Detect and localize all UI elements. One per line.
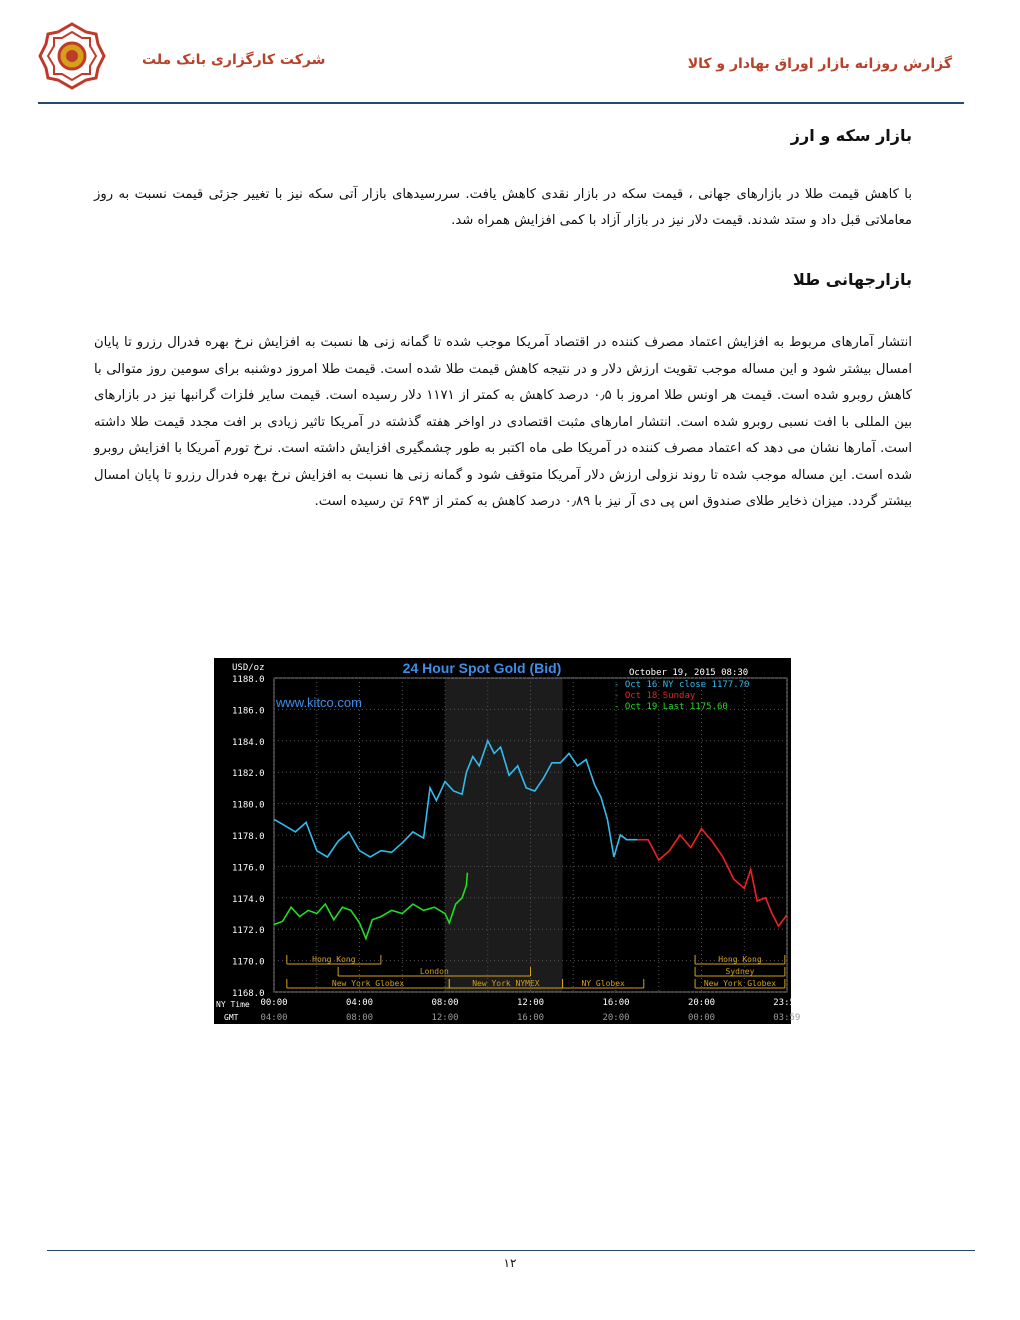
bank-mellat-logo-icon xyxy=(38,22,106,90)
footer-divider xyxy=(47,1250,975,1251)
x-tick-label-gmt: 20:00 xyxy=(602,1013,630,1023)
x-tick-label-gmt: 12:00 xyxy=(431,1013,459,1023)
x-tick-label-ny: 23:59 xyxy=(773,998,801,1008)
chart-date-label: October 19, 2015 08:30 xyxy=(629,668,749,678)
y-tick-label: 1174.0 xyxy=(232,894,265,905)
session-label: New York Globex xyxy=(703,979,777,988)
x-tick-label-ny: 20:00 xyxy=(687,998,716,1008)
paragraph-global-gold: انتشار آمارهای مربوط به افزایش اعتماد مصرف کننده در اقتصاد آمریکا موجب شده تا گمانه زنی ها نسبت به افزایش نرخ بهره فدرال رزرو تا پایان امسال بیشتر شود و این مساله موجب تقویت ارزش دلار و در نتیجه کاهش قیمت طلا شده است. قیمت طلا امروز دوشنبه برای سومین روز متوالی با کاهش روبرو شده است. قیمت هر اونس طلا امروز با ۰٫۵ درصد کاهش به کمتر از ۱۱۷۱ دلار رسیده است. قیمت سایر فلزات گرانبها نیز در بازارهای بین المللی با افت نسبی روبرو شده است. انتشار امارهای مثبت اقتصادی در اواخر هفته گذشته در آمریکا تاثیر زیادی بر افت مجدد قیمت طلا داشته است. آمارها نشان می دهد که اعتماد مصرف کننده در آمریکا طی ماه اکتبر به طور چشمگیری افزایش داشته است. نرخ تورم آمریکا با افزایش روبرو شده است. این مساله موجب شده تا روند نزولی ارزش دلار آمریکا متوقف شود و گمانه زنی ها نسبت به افزایش نرخ بهره فدرال رزرو تا پایان امسال بیشتر گردد. میزان ذخایر طلای صندوق اس پی دی آر نیز با ۰٫۸۹ درصد کاهش به کمتر از ۶۹۳ تن رسیده است. xyxy=(94,335,912,509)
x-tick-label-ny: 16:00 xyxy=(602,998,630,1008)
session-label: Hong Kong xyxy=(718,955,762,964)
session-label: New York Globex xyxy=(331,979,405,988)
y-tick-label: 1184.0 xyxy=(232,737,265,748)
page-header xyxy=(38,22,964,104)
x-tick-label-ny: 12:00 xyxy=(516,998,545,1008)
series-line-1 xyxy=(637,829,786,926)
page-number: ۱۲ xyxy=(503,1256,517,1270)
x-tick-label-ny: 08:00 xyxy=(431,998,459,1008)
session-label: NY Globex xyxy=(581,979,625,988)
y-tick-label: 1180.0 xyxy=(232,800,265,811)
paragraph-coin-currency: با کاهش قیمت طلا در بازارهای جهانی ، قیمت سکه در بازار نقدی کاهش یافت. سررسیدهای بازار آتی سکه نیز با تغییر جزئی قیمت نسبت به روز معاملاتی قبل داد و ستد شدند. قیمت دلار نیز در بازار آزاد با کمی افزایش همراه شد. xyxy=(94,187,912,228)
x-tick-label-gmt: 03:59 xyxy=(773,1013,801,1023)
y-tick-label: 1176.0 xyxy=(232,863,265,874)
ny-time-label: NY Time xyxy=(216,1000,250,1009)
company-name: شرکت کارگزاری بانک ملت xyxy=(142,52,326,68)
gold-chart-svg xyxy=(214,658,801,1024)
gold-price-chart xyxy=(214,658,801,1024)
y-tick-label: 1186.0 xyxy=(232,706,265,717)
y-tick-label: 1182.0 xyxy=(232,769,265,780)
legend-entry: - Oct 19 Last 1175.60 xyxy=(614,702,728,712)
section-heading-coin-currency: بازار سکه و ارز xyxy=(790,126,912,145)
y-tick-label: 1178.0 xyxy=(232,832,265,842)
report-title: گزارش روزانه بازار اوراق بهادار و کالا xyxy=(687,56,952,72)
y-tick-label: 1170.0 xyxy=(232,957,265,968)
y-tick-label: 1168.0 xyxy=(232,989,265,999)
x-tick-label-gmt: 16:00 xyxy=(516,1013,545,1023)
x-tick-label-ny: 00:00 xyxy=(260,998,288,1008)
gmt-label: GMT xyxy=(224,1013,239,1022)
session-label: Sydney xyxy=(725,967,755,976)
x-tick-label-gmt: 00:00 xyxy=(687,1013,716,1023)
y-tick-label: 1172.0 xyxy=(232,926,265,937)
legend-entry: - Oct 18 Sunday xyxy=(614,691,696,701)
section-heading-global-gold: بازارجهانی طلا xyxy=(792,270,912,289)
session-label: Hong Kong xyxy=(312,955,356,964)
unit-label: USD/oz xyxy=(232,663,265,673)
x-tick-label-ny: 04:00 xyxy=(345,998,374,1008)
legend-entry: - Oct 16 NY close 1177.70 xyxy=(614,680,750,690)
x-tick-label-gmt: 04:00 xyxy=(260,1013,288,1023)
session-label: New York NYMEX xyxy=(472,979,540,988)
y-tick-label: 1188.0 xyxy=(232,675,265,685)
chart-watermark: www.kitco.com xyxy=(276,695,362,710)
x-tick-label-gmt: 08:00 xyxy=(345,1013,374,1023)
chart-title: 24 Hour Spot Gold (Bid) xyxy=(402,660,562,676)
header-divider xyxy=(38,102,964,104)
session-label: London xyxy=(419,967,449,976)
